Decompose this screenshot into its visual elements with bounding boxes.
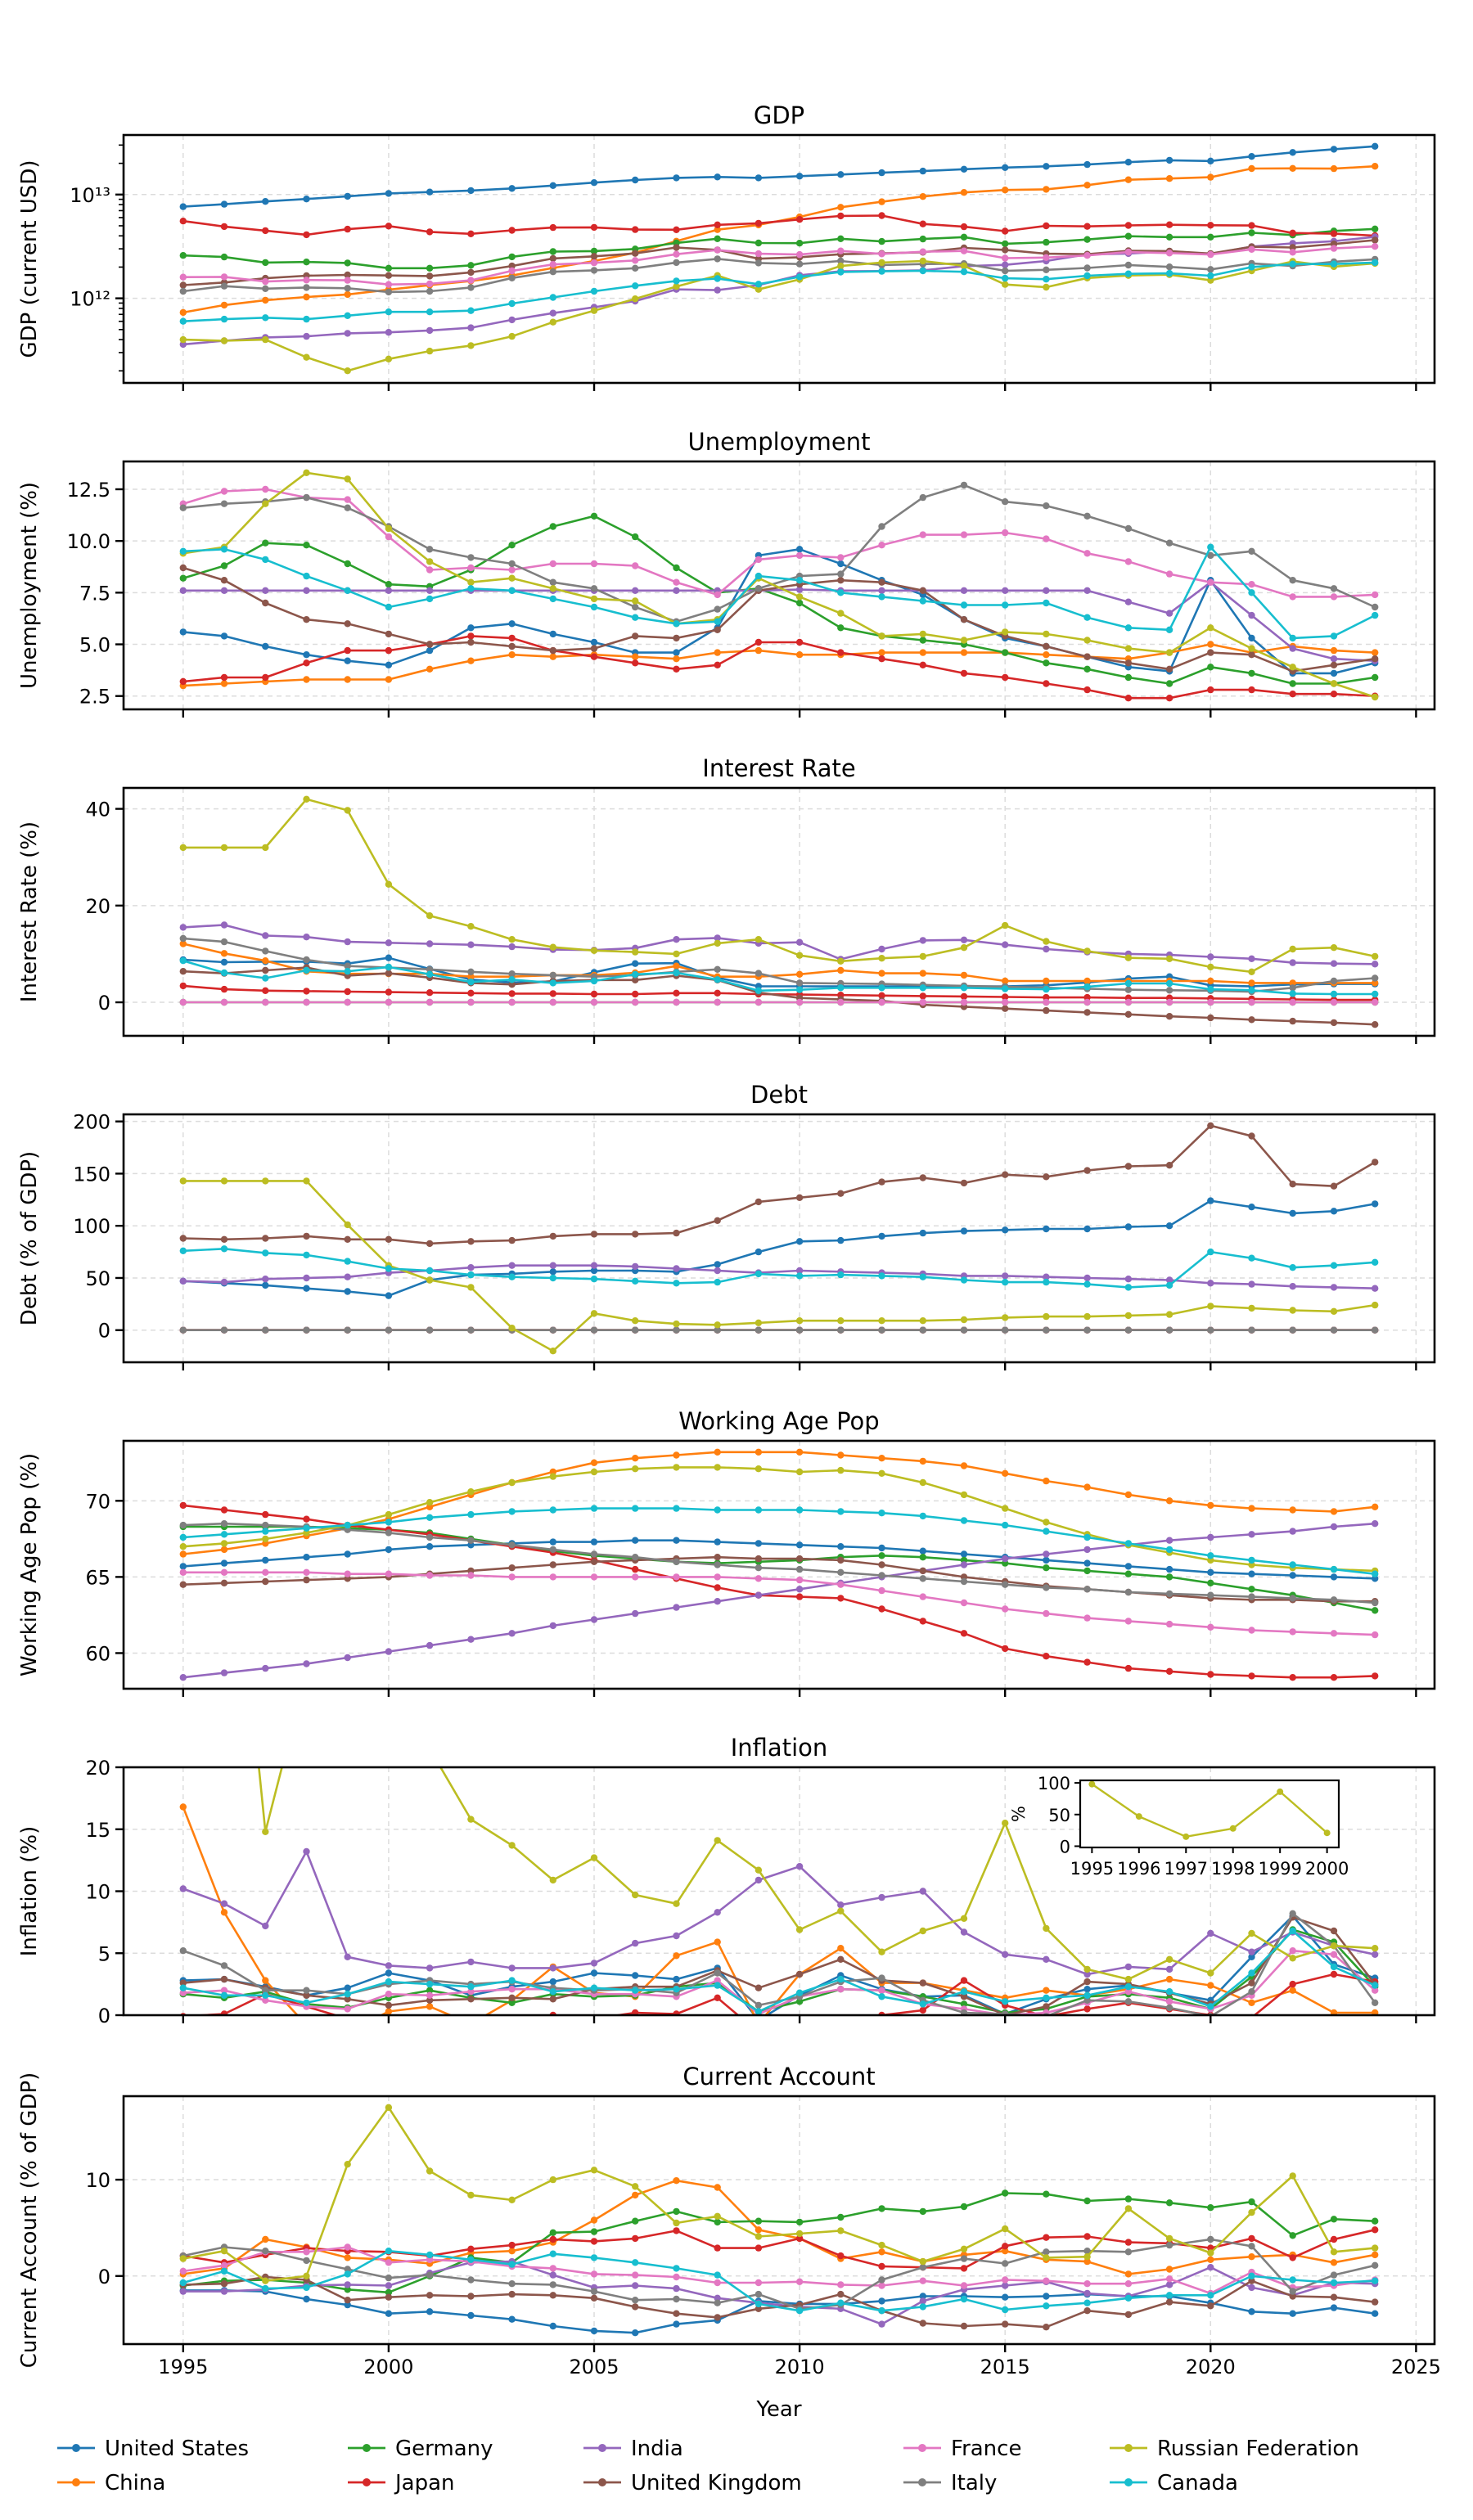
y-tick-label: 7.5 (79, 582, 110, 605)
y-tick-label: 12.5 (66, 478, 110, 502)
legend-label: Italy (951, 2471, 998, 2495)
y-tick-label: 10 (85, 1880, 110, 1904)
legend-dot-icon (598, 2478, 606, 2486)
y-tick-label: 5 (97, 1942, 110, 1966)
legend-label: United States (105, 2437, 250, 2461)
y-tick-label: 60 (85, 1642, 110, 1666)
legend-label: Russian Federation (1157, 2437, 1359, 2461)
x-tick-label: 2020 (1185, 2356, 1236, 2378)
chart-title: Working Age Pop (678, 1407, 880, 1435)
chart-working-age-pop (17, 1407, 1435, 1697)
y-tick-label: 0 (97, 992, 110, 1015)
y-tick-label: 20 (85, 894, 110, 918)
inset-y-tick-label: 0 (1059, 1837, 1070, 1857)
inset-x-tick-label: 1998 (1211, 1859, 1255, 1879)
y-tick-label: 5.0 (79, 633, 110, 657)
legend-label: China (105, 2471, 166, 2495)
x-tick-label: 2005 (569, 2356, 619, 2378)
y-tick-label: 20 (85, 1757, 110, 1780)
legend-dot-icon (363, 2444, 371, 2452)
legend-dot-icon (72, 2444, 80, 2452)
chart-title: Unemployment (687, 428, 871, 456)
plot-background (124, 1441, 1435, 1689)
chart-title: Current Account (682, 2063, 876, 2090)
y-axis-label: Unemployment (%) (17, 481, 42, 690)
inset-x-tick-label: 1999 (1258, 1859, 1302, 1879)
y-tick-label: 100 (73, 1215, 110, 1239)
y-axis-label: Debt (% of GDP) (17, 1150, 42, 1326)
legend-label: Japan (395, 2471, 455, 2495)
y-tick-label: 10¹³ (70, 183, 110, 207)
x-tick-label: 2025 (1390, 2356, 1441, 2378)
x-tick-label: 2000 (363, 2356, 414, 2378)
legend-dot-icon (72, 2478, 80, 2486)
legend-label: United Kingdom (631, 2471, 802, 2495)
y-tick-label: 10 (85, 2169, 110, 2193)
y-axis-label: Current Account (% of GDP) (17, 2072, 42, 2369)
y-tick-label: 65 (85, 1566, 110, 1590)
inset-x-tick-label: 2000 (1304, 1859, 1349, 1879)
inset-y-tick-label: 50 (1048, 1805, 1070, 1825)
chart-interest-rate (17, 754, 1435, 1044)
y-tick-label: 15 (85, 1818, 110, 1842)
chart-title: Interest Rate (702, 754, 856, 782)
legend-dot-icon (1124, 2478, 1133, 2486)
y-tick-label: 0 (97, 1319, 110, 1343)
legend-label: Canada (1157, 2471, 1238, 2495)
y-tick-label: 40 (85, 798, 110, 821)
y-axis-label: GDP (current USD) (17, 160, 42, 358)
y-tick-label: 10.0 (66, 530, 110, 554)
y-tick-label: 200 (73, 1110, 110, 1134)
inset-x-tick-label: 1997 (1164, 1859, 1208, 1879)
y-axis-label: Inflation (%) (17, 1825, 42, 1957)
inset-y-axis-label: % (1009, 1806, 1029, 1822)
legend-dot-icon (363, 2478, 371, 2486)
y-axis-label: Interest Rate (%) (17, 821, 42, 1003)
x-tick-label: 2015 (980, 2356, 1030, 2378)
x-tick-label: 1995 (158, 2356, 209, 2378)
y-tick-label: 150 (73, 1163, 110, 1186)
y-tick-label: 70 (85, 1490, 110, 1514)
chart-unemployment (17, 428, 1435, 718)
x-tick-label: 2010 (774, 2356, 825, 2378)
legend-label: France (951, 2437, 1022, 2461)
inset-x-tick-label: 1995 (1070, 1859, 1115, 1879)
legend-label: India (631, 2437, 683, 2461)
y-axis-label: Working Age Pop (%) (17, 1452, 42, 1677)
x-axis-label: Year (756, 2397, 802, 2422)
y-tick-label: 0 (97, 2265, 110, 2288)
y-tick-label: 50 (85, 1267, 110, 1290)
legend-dot-icon (598, 2444, 606, 2452)
chart-debt (17, 1081, 1435, 1370)
chart-title: Inflation (730, 1734, 828, 1762)
legend-dot-icon (1124, 2444, 1133, 2452)
inset-y-tick-label: 100 (1037, 1774, 1070, 1794)
chart-title: GDP (753, 101, 805, 129)
legend-label: Germany (395, 2437, 493, 2461)
y-tick-label: 10¹² (70, 287, 110, 311)
legend-dot-icon (918, 2478, 926, 2486)
legend-dot-icon (918, 2444, 926, 2452)
inset-x-tick-label: 1996 (1117, 1859, 1161, 1879)
y-tick-label: 0 (97, 2005, 110, 2027)
chart-gdp (17, 101, 1435, 391)
chart-title: Debt (750, 1081, 808, 1109)
y-tick-label: 2.5 (79, 685, 110, 709)
